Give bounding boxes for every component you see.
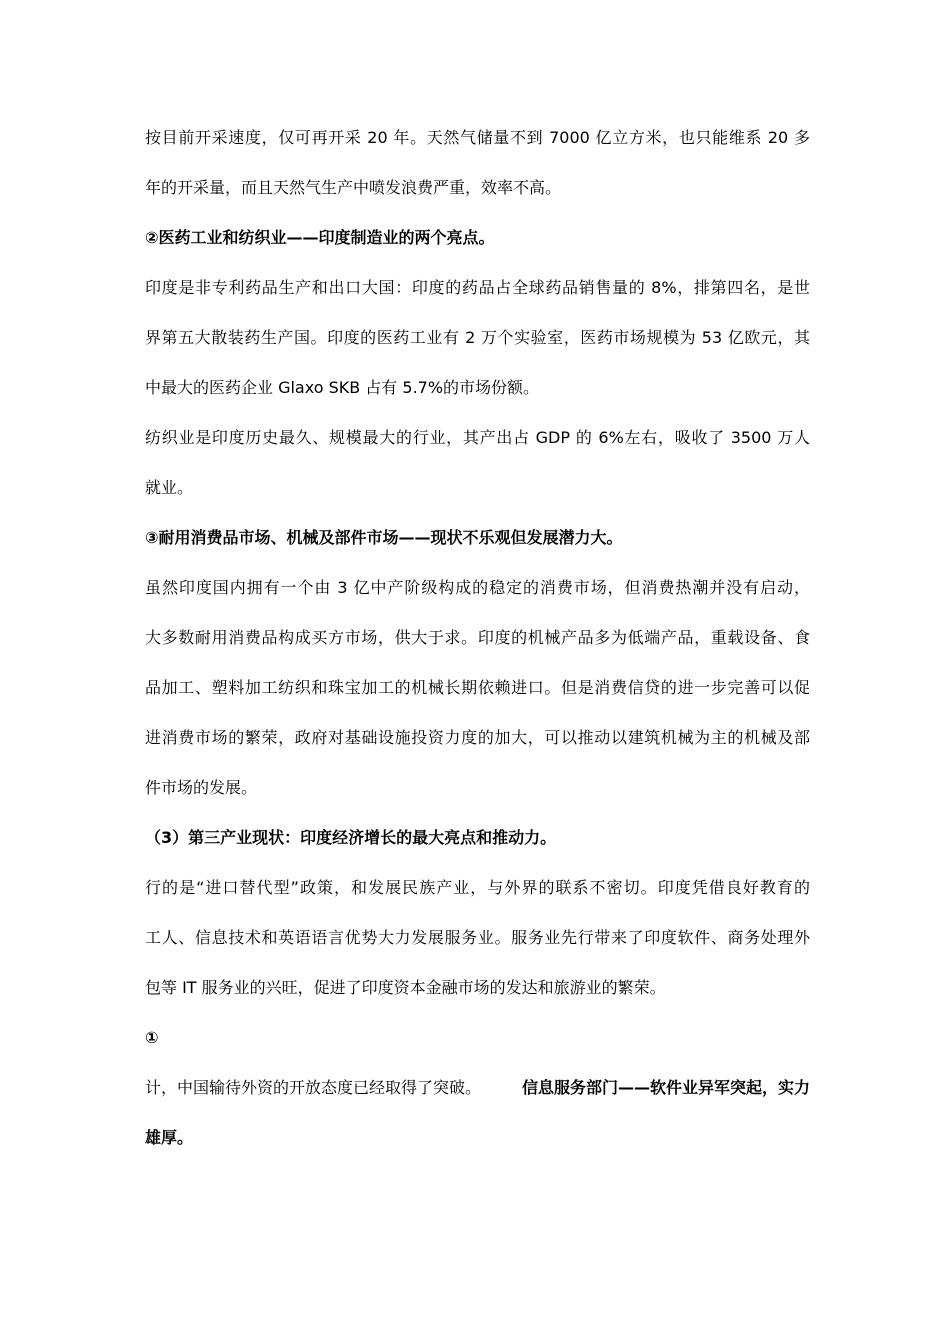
paragraph-line: 工人、信息技术和英语语言优势大力发展服务业。服务业先行带来了印度软件、商务处理外 [145, 928, 810, 947]
paragraph-line: 印度是非专利药品生产和出口大国：印度的药品占全球药品销售量的 8%，排第四名，是世 [145, 278, 810, 297]
paragraph-line: 就业。 [145, 478, 194, 497]
paragraph-line: 按目前开采速度，仅可再开采 20 年。天然气储量不到 7000 亿立方米，也只能维系 20 多 [145, 128, 810, 147]
section-heading: （3）第三产业现状：印度经济增长的最大亮点和推动力。 [145, 828, 557, 847]
paragraph-line: 纺织业是印度历史最久、规模最大的行业，其产出占 GDP 的 6%左右，吸收了 3500 万人 [145, 428, 810, 447]
paragraph-line: 品加工、塑料加工纺织和珠宝加工的机械长期依赖进口。但是消费信贷的进一步完善可以促 [145, 678, 810, 697]
paragraph-line: 进消费市场的繁荣，政府对基础设施投资力度的加大，可以推动以建筑机械为主的机械及部 [145, 728, 810, 747]
bold-heading-text: 雄厚。 [145, 1128, 194, 1147]
section-heading: ②医药工业和纺织业——印度制造业的两个亮点。 [145, 228, 495, 247]
paragraph-text: 计，中国输待外资的开放态度已经取得了突破。 [145, 1078, 482, 1097]
paragraph-line: 年的开采量，而且天然气生产中喷发浪费严重，效率不高。 [145, 178, 562, 197]
section-heading: ③耐用消费品市场、机械及部件市场——现状不乐观但发展潜力大。 [145, 528, 623, 547]
paragraph-line: 包等 IT 服务业的兴旺，促进了印度资本金融市场的发达和旅游业的繁荣。 [145, 978, 666, 997]
paragraph-line: 大多数耐用消费品构成买方市场，供大于求。印度的机械产品多为低端产品，重载设备、食 [145, 628, 810, 647]
section-marker: ① [145, 1028, 159, 1047]
paragraph-line: 虽然印度国内拥有一个由 3 亿中产阶级构成的稳定的消费市场，但消费热潮并没有启动， [145, 578, 810, 597]
paragraph-line: 行的是“进口替代型”政策，和发展民族产业，与外界的联系不密切。印度凭借良好教育的 [145, 878, 810, 897]
paragraph-line: 中最大的医药企业 Glaxo SKB 占有 5.7%的市场份额。 [145, 378, 540, 397]
paragraph-line: 界第五大散装药生产国。印度的医药工业有 2 万个实验室，医药市场规模为 53 亿欧元，其 [145, 328, 810, 347]
bold-heading-text: 信息服务部门——软件业异军突起，实力 [521, 1078, 810, 1097]
paragraph-line: 件市场的发展。 [145, 778, 258, 797]
mixed-paragraph-line [145, 1077, 810, 1099]
